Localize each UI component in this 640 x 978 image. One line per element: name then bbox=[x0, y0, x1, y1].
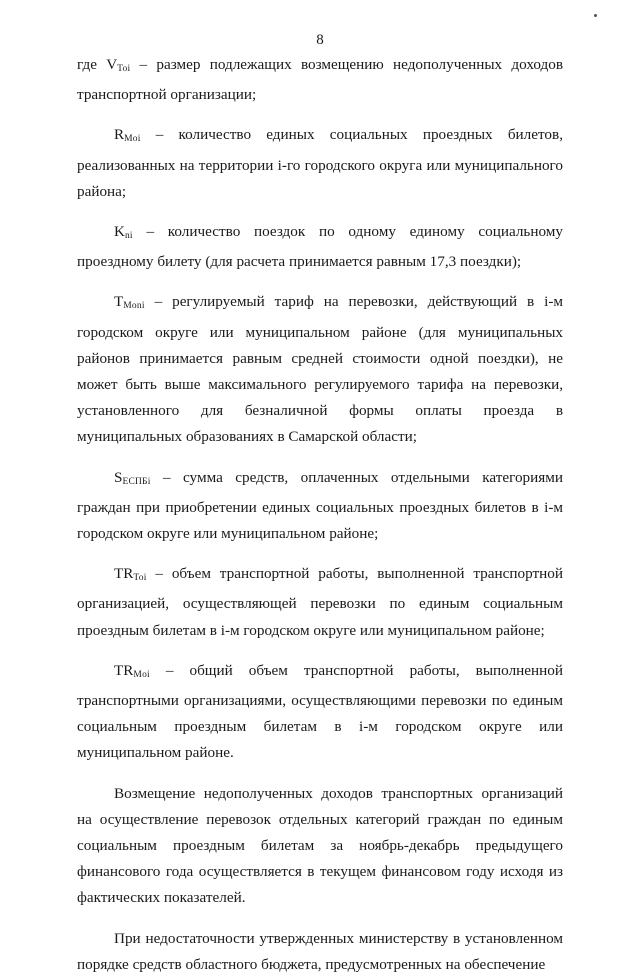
definition-subscript: Toi bbox=[117, 64, 131, 74]
definition-text: – количество поездок по одному единому социальному проездному билету (для расчета принимается равным 17,3 поездки); bbox=[77, 223, 563, 271]
definition-symbol: TR bbox=[114, 661, 134, 679]
definition-tr-moi bbox=[77, 658, 563, 767]
definition-subscript: Moi bbox=[133, 669, 150, 680]
definition-subscript: Moi bbox=[124, 134, 141, 145]
definition-subscript: ЕСПБi bbox=[122, 476, 151, 487]
paragraph-insufficiency: При недостаточности утвержденных министерству в установленном порядке средств областного бюджета, предусмотренных на обеспечение bbox=[77, 929, 563, 973]
definition-text: – регулируемый тариф на перевозки, действующий в i-м городском округе или муниципальном районе (для муниципальных районов принимается равным средней стоимости одной поездки), не может быть выше максимального регулируемого тарифа на перевозки, установленного для безналичной формы оплаты проезда в муниципальных образованиях в Самарской области; bbox=[77, 293, 563, 446]
definition-k-ni bbox=[77, 219, 563, 275]
definition-symbol: K bbox=[114, 223, 125, 241]
definition-subscript: Toi bbox=[133, 573, 147, 584]
definition-symbol: R bbox=[114, 126, 125, 144]
definition-symbol: S bbox=[114, 468, 123, 486]
definition-s-espbi bbox=[77, 465, 563, 548]
definition-tr-toi bbox=[77, 561, 563, 644]
definition-symbol: V bbox=[106, 56, 118, 73]
definition-subscript: Moni bbox=[123, 301, 145, 312]
definition-text: – количество единых социальных проездных билетов, реализованных на территории i-го городского округа или муниципального района; bbox=[77, 126, 563, 200]
paragraph-compensation: Возмещение недополученных доходов транспортных организаций на осуществление перевозок отдельных категорий граждан по единым социальным проездным билетам за ноябрь-декабрь предыдущего финансового года осуществляется в текущем финансовом году исходя из фактических показателей. bbox=[77, 784, 563, 907]
definition-symbol: TR bbox=[114, 565, 134, 583]
definition-r-moi bbox=[77, 122, 563, 205]
definition-text: – объем транспортной работы, выполненной транспортной организацией, осуществляющей перевозки по единым социальным проездным билетам в i-м городском округе или муниципальном районе; bbox=[77, 565, 563, 639]
definition-intro: где bbox=[77, 56, 107, 73]
page-number: 8 bbox=[316, 32, 324, 48]
document-body bbox=[77, 52, 563, 978]
scan-speck bbox=[594, 14, 597, 17]
definition-subscript: ni bbox=[124, 231, 133, 242]
definition-v-toi bbox=[77, 52, 563, 108]
definition-text: – размер подлежащих возмещению недополученных доходов транспортной организации; bbox=[77, 56, 563, 104]
definition-text: – общий объем транспортной работы, выполненной транспортными организациями, осуществляющими перевозки по единым социальным проездным билетам в i-м городском округе или муниципальном районе. bbox=[77, 661, 563, 762]
definition-text: – сумма средств, оплаченных отдельными категориями граждан при приобретении единых социальных проездных билетов в i-м городском округе или муниципальном районе; bbox=[77, 468, 563, 543]
definition-t-moni bbox=[77, 289, 563, 450]
definition-symbol: T bbox=[114, 293, 124, 311]
